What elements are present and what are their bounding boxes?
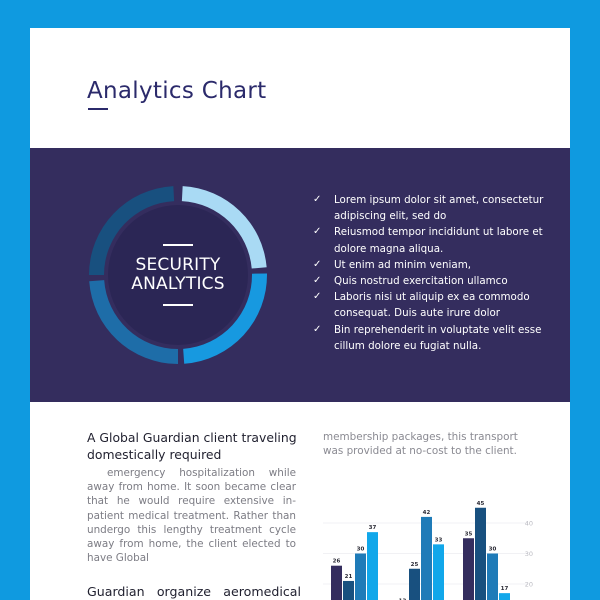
- donut-label-line1: SECURITY: [135, 255, 221, 275]
- donut-center-label: [86, 183, 270, 367]
- bar-value-label: 33: [434, 537, 443, 544]
- feature-list-item: [313, 224, 553, 256]
- feature-list-text: Ut enim ad minim veniam,: [334, 258, 472, 271]
- bar: [409, 569, 420, 600]
- feature-list-text: Laboris nisi ut aliquip ex ea commodo consequat. Duis aute irure dolor: [334, 291, 530, 320]
- bar: [499, 593, 510, 600]
- donut-label-line2: ANALYTICS: [131, 274, 225, 294]
- bar: [475, 508, 486, 600]
- donut-label-rule-bottom: [163, 304, 193, 306]
- feature-list-text: Quis nostrud exercitation ullamco: [334, 275, 508, 288]
- bar-value-label: 37: [368, 525, 377, 532]
- feature-list-text: Lorem ipsum dolor sit amet, consectetur adipiscing elit, sed do: [334, 194, 544, 223]
- check-icon: ✓: [313, 323, 322, 335]
- bar-value-label: 17: [500, 586, 509, 593]
- y-tick-label: 30: [524, 550, 533, 558]
- article-body: emergency hospitalization while away from home. It soon became clear that he would require extensive in-patient medical treatment. Rather than undergo this lengthy treatment cycle away from home, the client elected to have Global: [87, 467, 296, 565]
- y-tick-label: 20: [524, 580, 533, 589]
- feature-list-text: Reiusmod tempor incididunt ut labore et dolore magna aliqua.: [334, 226, 543, 255]
- bar-value-label: 25: [410, 561, 419, 568]
- bar: [331, 566, 342, 600]
- check-icon: ✓: [313, 275, 322, 287]
- bar-value-label: 26: [332, 558, 341, 565]
- feature-list-item: [313, 192, 553, 224]
- feature-list: [313, 192, 553, 354]
- bar: [463, 538, 474, 600]
- bar-value-label: 42: [422, 509, 431, 516]
- article-subheading: Guardian organize aeromedical: [87, 584, 301, 599]
- bar: [367, 532, 378, 600]
- feature-list-text: Bin reprehenderit in voluptate velit esse cillum dolore eu fugiat nulla.: [334, 323, 542, 352]
- bar: [355, 554, 366, 600]
- check-icon: ✓: [313, 291, 322, 303]
- bar-value-label: 45: [476, 500, 485, 507]
- feature-list-item: [313, 273, 553, 289]
- check-icon: ✓: [313, 226, 322, 238]
- bar: [421, 517, 432, 600]
- page-title: Analytics Chart: [87, 78, 267, 104]
- title-underline: [88, 108, 108, 110]
- feature-list-item: [313, 289, 553, 321]
- feature-banner: [30, 148, 570, 402]
- document-page: [30, 28, 570, 600]
- article-intro-right: membership packages, this transport was provided at no-cost to the client.: [323, 431, 518, 458]
- bar-value-label: 21: [344, 573, 353, 580]
- check-icon: ✓: [313, 258, 322, 270]
- bar: [433, 544, 444, 600]
- bar-value-label: 30: [488, 546, 497, 553]
- donut-label-rule-top: [163, 244, 193, 246]
- bar-chart: [323, 475, 540, 600]
- bar: [343, 581, 354, 600]
- bar-value-label: 30: [356, 546, 365, 553]
- feature-list-item: [313, 322, 553, 354]
- feature-list-item: [313, 257, 553, 273]
- y-tick-label: 40: [524, 519, 533, 528]
- check-icon: ✓: [313, 194, 322, 205]
- bar: [487, 554, 498, 600]
- article-heading: A Global Guardian client traveling domestically required: [87, 430, 297, 462]
- bar-value-label: 35: [464, 531, 473, 538]
